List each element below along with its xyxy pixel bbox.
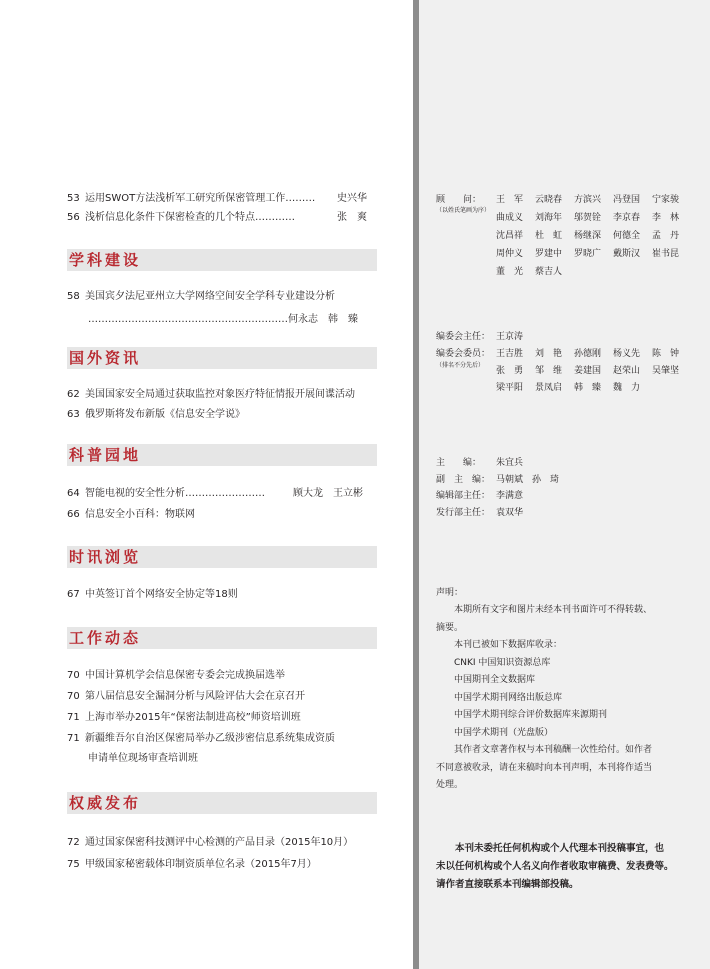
statement-line: 本期所有文字和图片未经本刊书面许可不得转载、 xyxy=(436,605,653,615)
person-name: 蔡吉人 xyxy=(535,267,563,277)
toc-entry[interactable]: 66 信息安全小百科：物联网 xyxy=(67,509,195,520)
person-name: 邹 维 xyxy=(535,366,563,376)
toc-entry-title: 通过国家保密科技测评中心检测的产品目录（2015年10月） xyxy=(85,837,354,848)
distribution-director-label: 发行部主任： xyxy=(436,508,491,518)
toc-entry-title: 新疆维吾尔自治区保密局举办乙级涉密信息系统集成资质 xyxy=(85,733,335,744)
person-name: 罗晓广 xyxy=(574,249,602,259)
section-header: 国外资讯 xyxy=(67,347,377,369)
deputy-editor-label: 副 主 编： xyxy=(436,475,491,485)
statement-line: 中国学术期刊综合评价数据库来源期刊 xyxy=(436,710,608,720)
person-name: 曲成义 xyxy=(496,213,524,223)
statement-line: 摘要。 xyxy=(436,622,464,633)
person-name: 王 军 xyxy=(496,195,524,205)
person-name: 云晓春 xyxy=(535,195,563,205)
person-name: 赵荣山 xyxy=(613,366,641,376)
person-name: 冯登国 xyxy=(613,195,641,205)
person-name: 沈昌祥 xyxy=(496,231,524,241)
person-name: 罗建中 xyxy=(535,249,563,259)
toc-entry-title: 第八届信息安全漏洞分析与风险评估大会在京召开 xyxy=(85,691,305,702)
person-name: 韩 臻 xyxy=(574,383,602,393)
person-name: 李京春 xyxy=(613,213,641,223)
toc-entry-title: 中国计算机学会信息保密专委会完成换届选举 xyxy=(85,670,285,681)
person-name: 张 勇 xyxy=(496,366,524,376)
toc-entry-title: 上海市举办2015年“保密法制进高校”师资培训班 xyxy=(85,712,301,723)
notice-line: 未以任何机构或个人名义向作者收取审稿费、发表费等。 xyxy=(436,861,674,872)
person-name: 孙德刚 xyxy=(574,349,602,359)
toc-entry[interactable]: 67 中英签订首个网络安全协定等18则 xyxy=(67,589,238,600)
statement-heading: 声明： xyxy=(436,588,464,598)
toc-entry-title: 智能电视的安全性分析…………………… xyxy=(85,488,265,499)
person-name: 景凤启 xyxy=(535,383,563,393)
person-name: 陈 钟 xyxy=(652,349,680,359)
toc-entry[interactable]: 53 运用SWOT方法浅析军工研究所保密管理工作……… 史兴华 xyxy=(67,193,367,204)
person-name: 李 林 xyxy=(652,213,680,223)
person-name: 王吉胜 xyxy=(496,349,524,359)
person-name: 杨义先 xyxy=(613,349,641,359)
toc-entry-title: 甲级国家秘密载体印制资质单位名录（2015年7月） xyxy=(85,859,317,870)
toc-entry[interactable]: 70 中国计算机学会信息保密专委会完成换届选举 xyxy=(67,670,285,681)
person-name: 姜建国 xyxy=(574,366,602,376)
person-name: 吴肇坚 xyxy=(652,366,680,376)
person-name: 刘海年 xyxy=(535,213,563,223)
masthead-panel xyxy=(419,0,710,969)
person-name: 何德全 xyxy=(613,231,641,241)
toc-entry-title: 信息安全小百科：物联网 xyxy=(85,509,195,520)
toc-entry[interactable]: 64 智能电视的安全性分析…………………… 顾大龙 王立彬 xyxy=(67,488,363,499)
toc-entry-title: 美国国家安全局通过获取监控对象医疗特征情报开展间谍活动 xyxy=(85,389,355,400)
director-name: 王京涛 xyxy=(496,332,524,342)
toc-entry[interactable]: 72 通过国家保密科技测评中心检测的产品目录（2015年10月） xyxy=(67,837,354,848)
statement-line: 中国学术期刊（光盘版） xyxy=(436,727,554,738)
section-header: 权威发布 xyxy=(67,792,377,814)
notice-line: 请作者直接联系本刊编辑部投稿。 xyxy=(436,879,579,890)
advisors-label: 顾 问： xyxy=(436,195,482,205)
statement-line: 本刊已被如下数据库收录： xyxy=(436,640,563,650)
deputy-editor-name: 马朝斌 孙 琦 xyxy=(496,475,560,485)
chief-editor-name: 朱宜兵 xyxy=(496,458,524,468)
toc-entry[interactable]: 71 新疆维吾尔自治区保密局举办乙级涉密信息系统集成资质 xyxy=(67,733,335,744)
toc-entry[interactable]: 58 美国宾夕法尼亚州立大学网络空间安全学科专业建设分析 xyxy=(67,291,335,302)
toc-entry[interactable]: 75 甲级国家秘密载体印制资质单位名录（2015年7月） xyxy=(67,859,317,870)
statement-line: 处理。 xyxy=(436,780,464,790)
person-name: 杨继深 xyxy=(574,231,602,241)
toc-entry-continuation: 申请单位现场审查培训班 xyxy=(88,753,198,764)
person-name: 孟 丹 xyxy=(652,231,680,241)
statement-line: 中国期刊全文数据库 xyxy=(436,675,536,685)
person-name: 宁家骏 xyxy=(652,195,680,205)
person-name: 杜 虹 xyxy=(535,231,563,241)
toc-entry-author: 史兴华 xyxy=(337,193,367,204)
toc-entry-title: 俄罗斯将发布新版《信息安全学说》 xyxy=(85,409,245,420)
toc-entry[interactable]: 62 美国国家安全局通过获取监控对象医疗特征情报开展间谍活动 xyxy=(67,389,355,400)
toc-entry-author: 张 爽 xyxy=(337,212,367,223)
toc-entry[interactable]: 71 上海市举办2015年“保密法制进高校”师资培训班 xyxy=(67,712,301,723)
person-name: 邬贺铨 xyxy=(574,213,602,223)
section-header: 工作动态 xyxy=(67,627,377,649)
section-header: 学科建设 xyxy=(67,249,377,271)
editorial-director-name: 李满意 xyxy=(496,491,524,501)
person-name: 魏 力 xyxy=(613,383,641,393)
toc-entry-title: 美国宾夕法尼亚州立大学网络空间安全学科专业建设分析 xyxy=(85,291,335,302)
toc-entry-title: 浅析信息化条件下保密检查的几个特点………… xyxy=(85,212,295,223)
person-name: 周仲义 xyxy=(496,249,524,259)
members-label: 编委会委员： xyxy=(436,349,491,359)
person-name: 崔书昆 xyxy=(652,249,680,259)
distribution-director-name: 袁双华 xyxy=(496,508,524,518)
toc-entry-author: ……………………………………………………何永志 韩 臻 xyxy=(88,314,358,325)
notice-line: 本刊未委托任何机构或个人代理本刊投稿事宜，也 xyxy=(436,843,665,854)
members-note: （排名不分先后） xyxy=(436,362,485,369)
toc-entry-title: 运用SWOT方法浅析军工研究所保密管理工作……… xyxy=(85,193,316,204)
toc-entry-title: 中英签订首个网络安全协定等18则 xyxy=(85,589,238,600)
statement-line: CNKI 中国知识资源总库 xyxy=(436,657,551,668)
director-label: 编委会主任： xyxy=(436,332,491,342)
toc-entry-author: 顾大龙 王立彬 xyxy=(293,488,363,499)
toc-entry[interactable]: 70 第八届信息安全漏洞分析与风险评估大会在京召开 xyxy=(67,691,305,702)
toc-entry[interactable]: 56 浅析信息化条件下保密检查的几个特点………… 张 爽 xyxy=(67,212,367,223)
advisors-note: （以姓氏笔画为序） xyxy=(436,207,491,214)
statement-line: 其作者文章著作权与本刊稿酬一次性给付。如作者 xyxy=(436,745,653,755)
person-name: 梁平阳 xyxy=(496,383,524,393)
person-name: 刘 艳 xyxy=(535,349,563,359)
section-header: 时讯浏览 xyxy=(67,546,377,568)
section-header: 科普园地 xyxy=(67,444,377,466)
statement-line: 不同意被收录，请在来稿时向本刊声明，本刊将作适当 xyxy=(436,762,653,773)
editorial-director-label: 编辑部主任： xyxy=(436,491,491,501)
statement-line: 中国学术期刊网络出版总库 xyxy=(436,692,563,703)
person-name: 戴斯汉 xyxy=(613,249,641,259)
person-name: 方滨兴 xyxy=(574,195,602,205)
toc-entry[interactable]: 63 俄罗斯将发布新版《信息安全学说》 xyxy=(67,409,245,420)
chief-editor-label: 主 编： xyxy=(436,458,482,468)
person-name: 董 光 xyxy=(496,267,524,277)
